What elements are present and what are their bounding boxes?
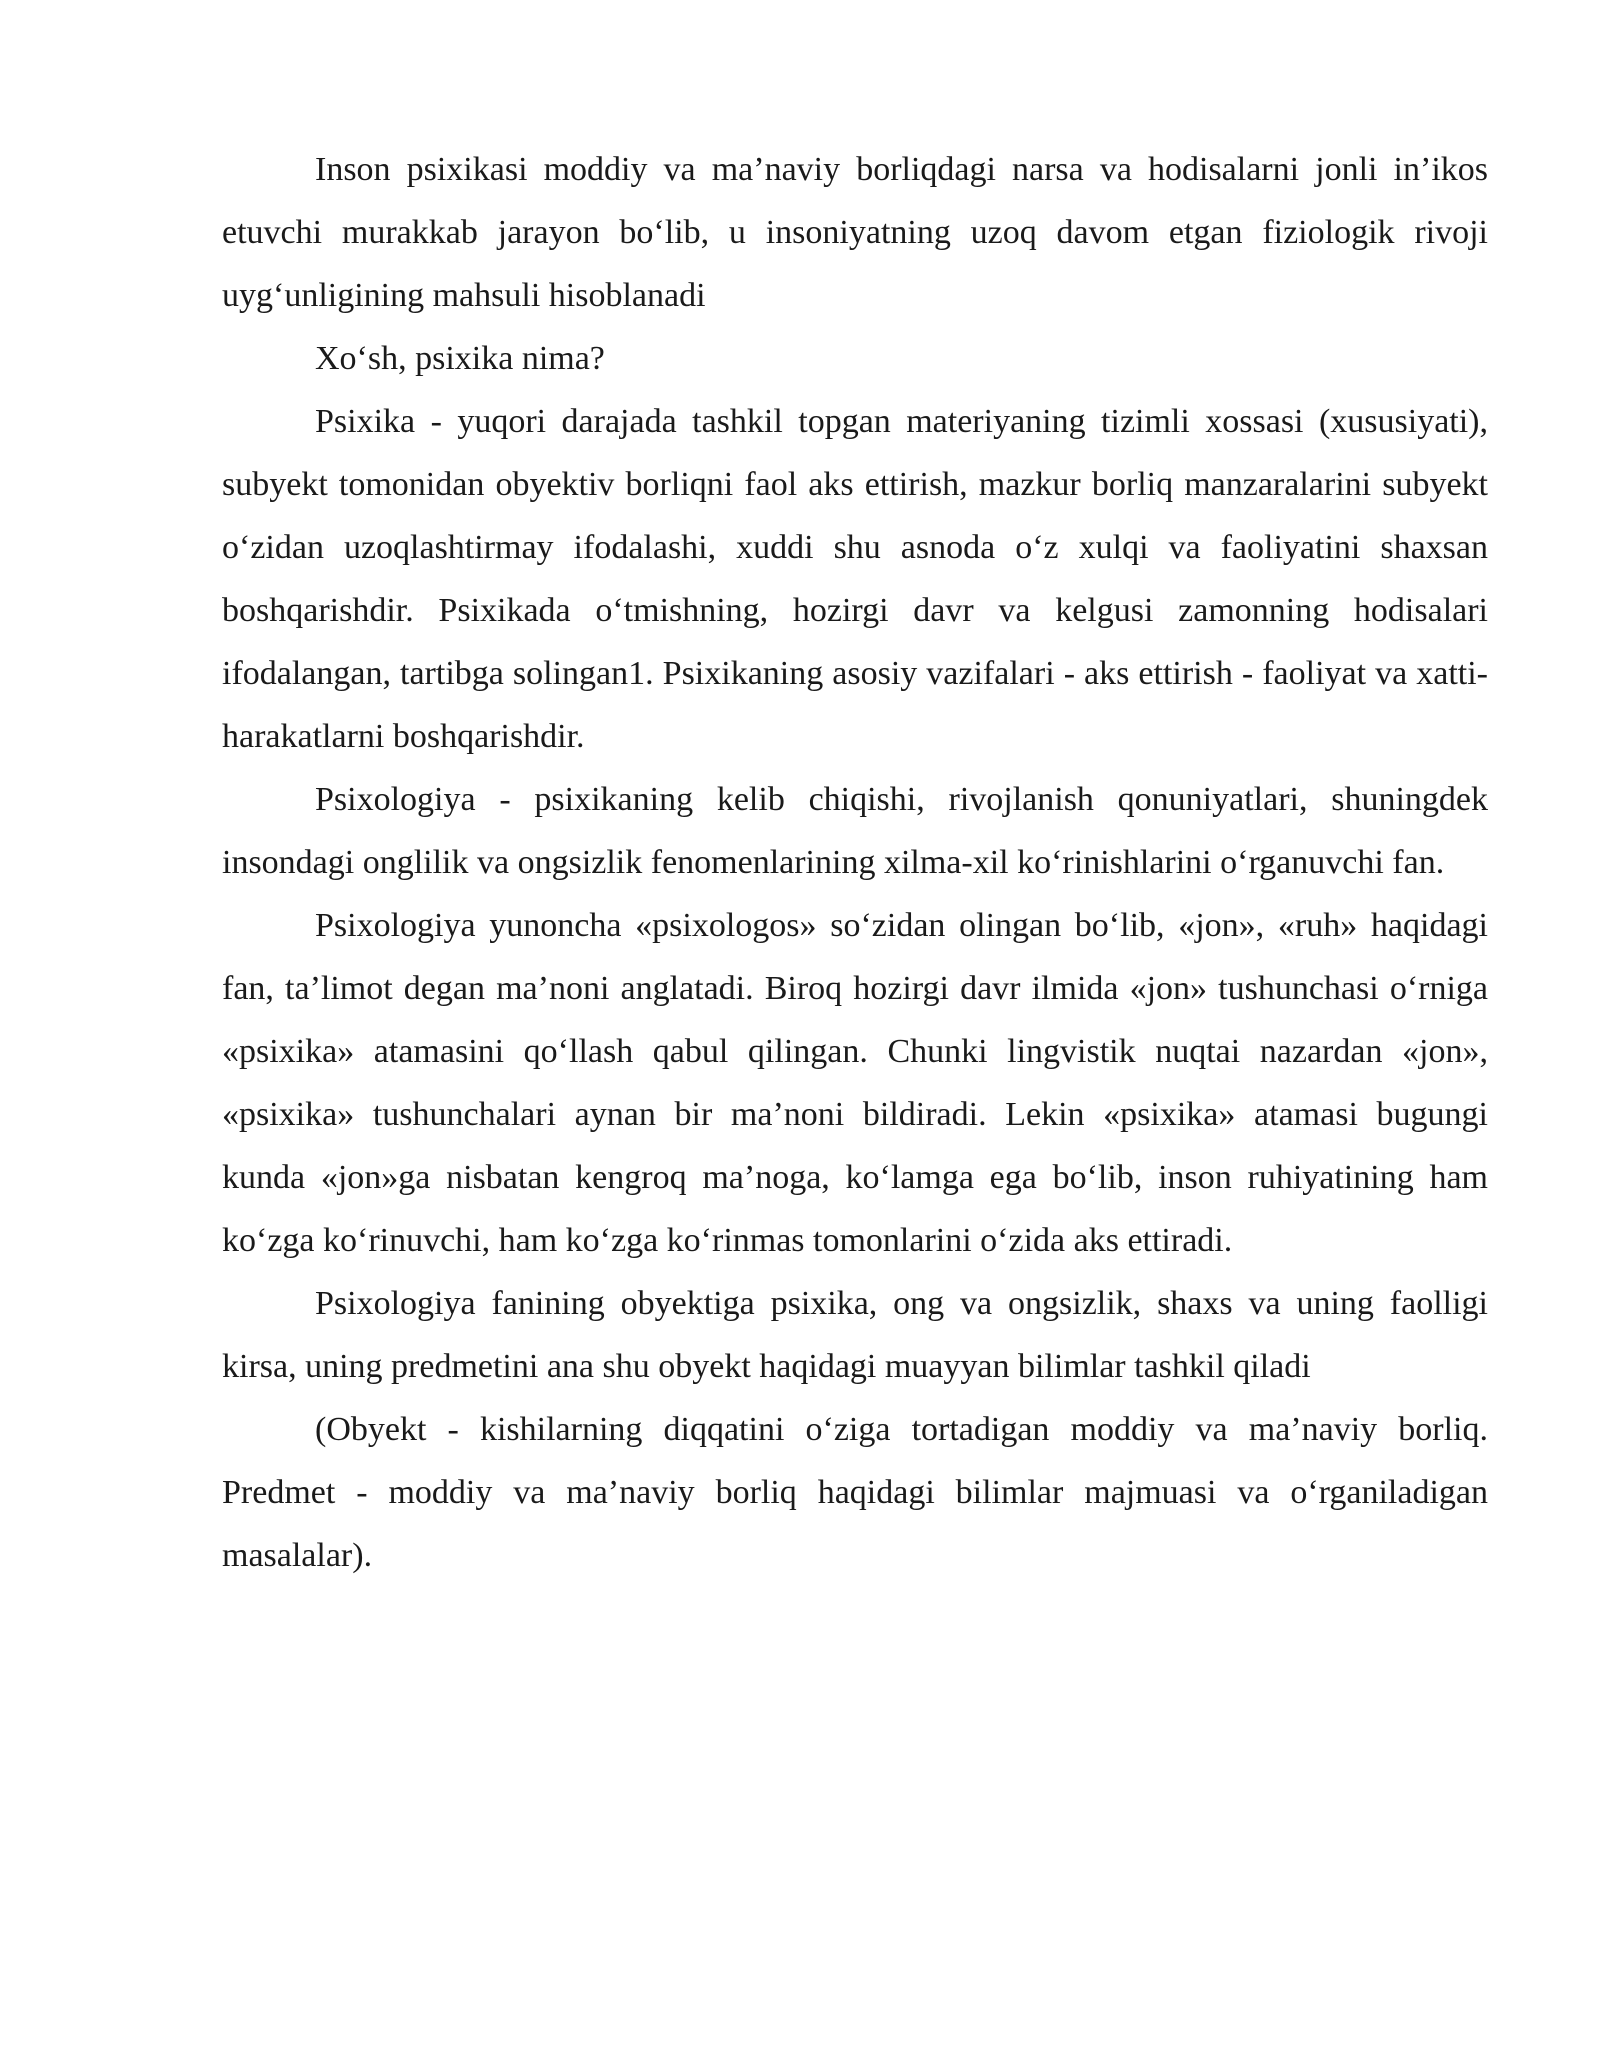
paragraph-1: Inson psixikasi moddiy va ma’naviy borliqdagi narsa va hodisalarni jonli in’ikos etuvchi murakkab jarayon bo‘lib, u insoniyatning uzoq davom etgan fiziologik rivoji uyg‘unligining mahsuli hisoblanadi	[222, 151, 1488, 314]
paragraph-2: Xo‘sh, psixika nima?	[315, 340, 605, 377]
paragraph-4: Psixologiya - psixikaning kelib chiqishi, rivojlanish qonuniyatlari, shuningdek insondagi onglilik va ongsizlik fenomenlarining xilma-xil ko‘rinishlarini o‘rganuvchi fan.	[222, 781, 1488, 881]
paragraph-6: Psixologiya fanining obyektiga psixika, ong va ongsizlik, shaxs va uning faolligi kirsa, uning predmetini ana shu obyekt haqidagi muayyan bilimlar tashkil qiladi	[222, 1285, 1488, 1385]
document-body	[222, 138, 1488, 1587]
paragraph-3: Psixika - yuqori darajada tashkil topgan materiyaning tizimli xossasi (xususiyati), subyekt tomonidan obyektiv borliqni faol aks ettirish, mazkur borliq manzaralarini subyekt o‘zidan uzoqlashtirmay ifodalashi, xuddi shu asnoda o‘z xulqi va faoliyatini shaxsan boshqarishdir. Psixikada o‘tmishning, hozirgi davr va kelgusi zamonning hodisalari ifodalangan, tartibga solingan1. Psixikaning asosiy vazifalari - aks ettirish - faoliyat va xatti-harakatlarni boshqarishdir.	[222, 403, 1488, 755]
paragraph-5: Psixologiya yunoncha «psixologos» so‘zidan olingan bo‘lib, «jon», «ruh» haqidagi fan, ta’limot degan ma’noni anglatadi. Biroq hozirgi davr ilmida «jon» tushunchasi o‘rniga «psixika» atamasini qo‘llash qabul qilingan. Chunki lingvistik nuqtai nazardan «jon», «psixika» tushunchalari aynan bir ma’noni bildiradi. Lekin «psixika» atamasi bugungi kunda «jon»ga nisbatan kengroq ma’noga, ko‘lamga ega bo‘lib, inson ruhiyatining ham ko‘zga ko‘rinuvchi, ham ko‘zga ko‘rinmas tomonlarini o‘zida aks ettiradi.	[222, 907, 1488, 1259]
paragraph-7: (Obyekt - kishilarning diqqatini o‘ziga tortadigan moddiy va ma’naviy borliq. Predmet - moddiy va ma’naviy borliq haqidagi bilimlar majmuasi va o‘rganiladigan masalalar).	[222, 1411, 1488, 1574]
